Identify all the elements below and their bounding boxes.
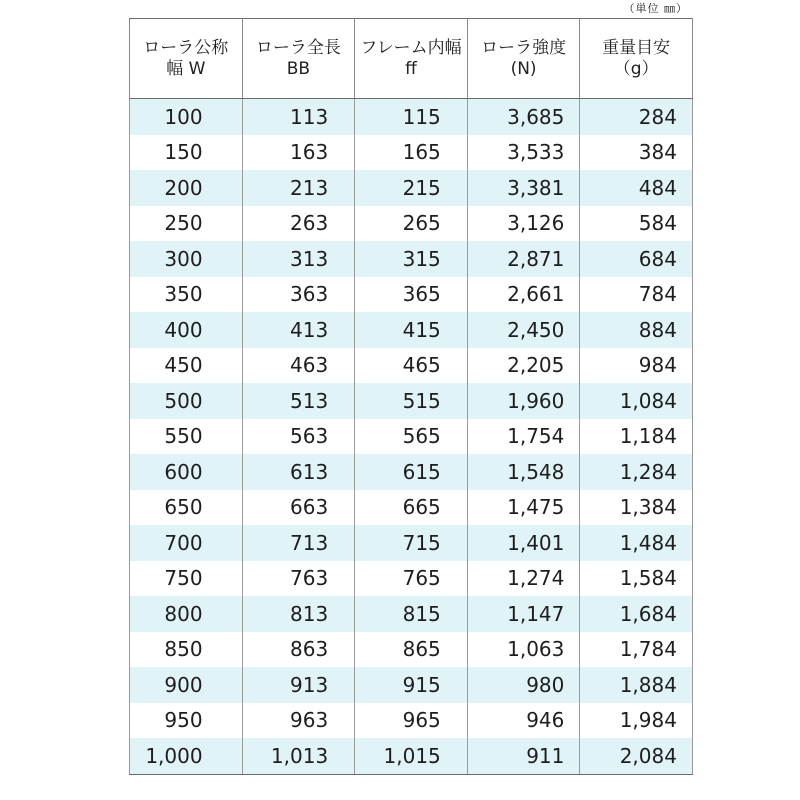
cell-frame-inner-width: 865 — [355, 632, 468, 668]
header-sublabel: BB — [286, 58, 311, 79]
table-row — [130, 632, 693, 668]
header-label: ローラ全長 — [255, 37, 341, 58]
header-weight — [580, 19, 693, 99]
header-roller-strength — [467, 19, 580, 99]
table-row — [130, 703, 693, 739]
cell-weight: 484 — [580, 170, 693, 206]
cell-weight: 1,084 — [580, 383, 693, 419]
cell-roller-strength: 1,274 — [467, 561, 580, 597]
table-row — [130, 525, 693, 561]
table-row — [130, 383, 693, 419]
cell-nominal-width: 450 — [130, 348, 243, 384]
table-row — [130, 312, 693, 348]
header-sublabel: （g） — [613, 58, 659, 79]
cell-nominal-width: 600 — [130, 454, 243, 490]
cell-weight: 384 — [580, 135, 693, 171]
cell-roller-strength: 1,063 — [467, 632, 580, 668]
cell-weight: 1,584 — [580, 561, 693, 597]
table-row — [130, 419, 693, 455]
cell-nominal-width: 800 — [130, 596, 243, 632]
cell-roller-length: 463 — [242, 348, 355, 384]
cell-roller-length: 663 — [242, 490, 355, 526]
header-label: ローラ強度 — [481, 37, 567, 58]
cell-frame-inner-width: 665 — [355, 490, 468, 526]
cell-roller-length: 563 — [242, 419, 355, 455]
unit-note: （単位 ㎜） — [623, 2, 688, 15]
cell-roller-strength: 1,147 — [467, 596, 580, 632]
cell-nominal-width: 1,000 — [130, 738, 243, 774]
cell-frame-inner-width: 165 — [355, 135, 468, 171]
cell-roller-length: 363 — [242, 277, 355, 313]
cell-roller-length: 263 — [242, 206, 355, 242]
cell-frame-inner-width: 615 — [355, 454, 468, 490]
header-frame-inner-width — [355, 19, 468, 99]
cell-weight: 984 — [580, 348, 693, 384]
cell-weight: 1,784 — [580, 632, 693, 668]
cell-frame-inner-width: 365 — [355, 277, 468, 313]
cell-roller-length: 763 — [242, 561, 355, 597]
cell-frame-inner-width: 765 — [355, 561, 468, 597]
cell-nominal-width: 850 — [130, 632, 243, 668]
cell-roller-strength: 3,685 — [467, 99, 580, 135]
cell-roller-length: 513 — [242, 383, 355, 419]
header-roller-length — [242, 19, 355, 99]
cell-roller-strength: 1,548 — [467, 454, 580, 490]
cell-frame-inner-width: 265 — [355, 206, 468, 242]
cell-weight: 584 — [580, 206, 693, 242]
cell-roller-strength: 3,533 — [467, 135, 580, 171]
cell-roller-length: 313 — [242, 241, 355, 277]
cell-weight: 1,684 — [580, 596, 693, 632]
cell-weight: 1,384 — [580, 490, 693, 526]
cell-roller-strength: 1,401 — [467, 525, 580, 561]
table-header — [130, 19, 693, 99]
cell-roller-strength: 3,126 — [467, 206, 580, 242]
cell-weight: 784 — [580, 277, 693, 313]
cell-frame-inner-width: 915 — [355, 667, 468, 703]
cell-weight: 1,184 — [580, 419, 693, 455]
table-row — [130, 348, 693, 384]
cell-weight: 284 — [580, 99, 693, 135]
cell-roller-length: 1,013 — [242, 738, 355, 774]
cell-roller-length: 213 — [242, 170, 355, 206]
table-row — [130, 206, 693, 242]
cell-frame-inner-width: 515 — [355, 383, 468, 419]
cell-weight: 1,284 — [580, 454, 693, 490]
cell-roller-strength: 946 — [467, 703, 580, 739]
header-nominal-width — [130, 19, 243, 99]
cell-roller-strength: 2,871 — [467, 241, 580, 277]
cell-roller-length: 163 — [242, 135, 355, 171]
table-row — [130, 135, 693, 171]
cell-nominal-width: 950 — [130, 703, 243, 739]
cell-weight: 2,084 — [580, 738, 693, 774]
cell-roller-length: 863 — [242, 632, 355, 668]
table-row — [130, 454, 693, 490]
cell-roller-strength: 911 — [467, 738, 580, 774]
table-row — [130, 561, 693, 597]
cell-nominal-width: 400 — [130, 312, 243, 348]
cell-frame-inner-width: 965 — [355, 703, 468, 739]
cell-nominal-width: 750 — [130, 561, 243, 597]
cell-weight: 1,984 — [580, 703, 693, 739]
table-row — [130, 490, 693, 526]
cell-nominal-width: 350 — [130, 277, 243, 313]
header-sublabel: 幅 W — [166, 58, 206, 79]
header-label: ローラ公称 — [143, 37, 229, 58]
table-body — [130, 99, 693, 775]
cell-nominal-width: 550 — [130, 419, 243, 455]
cell-roller-length: 113 — [242, 99, 355, 135]
table-row — [130, 596, 693, 632]
table-row — [130, 170, 693, 206]
cell-frame-inner-width: 565 — [355, 419, 468, 455]
cell-frame-inner-width: 1,015 — [355, 738, 468, 774]
cell-nominal-width: 650 — [130, 490, 243, 526]
header-label: フレーム内幅 — [360, 37, 462, 58]
cell-roller-strength: 1,754 — [467, 419, 580, 455]
cell-frame-inner-width: 415 — [355, 312, 468, 348]
table-row — [130, 738, 693, 774]
cell-roller-strength: 2,661 — [467, 277, 580, 313]
cell-nominal-width: 250 — [130, 206, 243, 242]
cell-frame-inner-width: 465 — [355, 348, 468, 384]
cell-nominal-width: 900 — [130, 667, 243, 703]
header-sublabel: ff — [405, 58, 417, 79]
cell-nominal-width: 200 — [130, 170, 243, 206]
cell-frame-inner-width: 215 — [355, 170, 468, 206]
table-row — [130, 667, 693, 703]
cell-roller-length: 813 — [242, 596, 355, 632]
cell-roller-strength: 980 — [467, 667, 580, 703]
cell-weight: 684 — [580, 241, 693, 277]
cell-nominal-width: 100 — [130, 99, 243, 135]
cell-weight: 1,484 — [580, 525, 693, 561]
cell-roller-strength: 2,450 — [467, 312, 580, 348]
cell-weight: 1,884 — [580, 667, 693, 703]
table-row — [130, 99, 693, 135]
cell-roller-length: 413 — [242, 312, 355, 348]
cell-roller-strength: 3,381 — [467, 170, 580, 206]
header-row — [130, 19, 693, 99]
cell-roller-length: 963 — [242, 703, 355, 739]
cell-roller-length: 913 — [242, 667, 355, 703]
cell-frame-inner-width: 115 — [355, 99, 468, 135]
roller-spec-table — [129, 18, 693, 775]
cell-roller-length: 613 — [242, 454, 355, 490]
cell-frame-inner-width: 815 — [355, 596, 468, 632]
cell-nominal-width: 300 — [130, 241, 243, 277]
cell-weight: 884 — [580, 312, 693, 348]
cell-frame-inner-width: 715 — [355, 525, 468, 561]
cell-nominal-width: 150 — [130, 135, 243, 171]
cell-roller-strength: 2,205 — [467, 348, 580, 384]
cell-nominal-width: 700 — [130, 525, 243, 561]
cell-roller-strength: 1,475 — [467, 490, 580, 526]
header-label: 重量目安 — [602, 37, 671, 58]
cell-roller-length: 713 — [242, 525, 355, 561]
table-row — [130, 241, 693, 277]
cell-roller-strength: 1,960 — [467, 383, 580, 419]
cell-nominal-width: 500 — [130, 383, 243, 419]
table-row — [130, 277, 693, 313]
cell-frame-inner-width: 315 — [355, 241, 468, 277]
header-sublabel: (N) — [510, 58, 537, 79]
